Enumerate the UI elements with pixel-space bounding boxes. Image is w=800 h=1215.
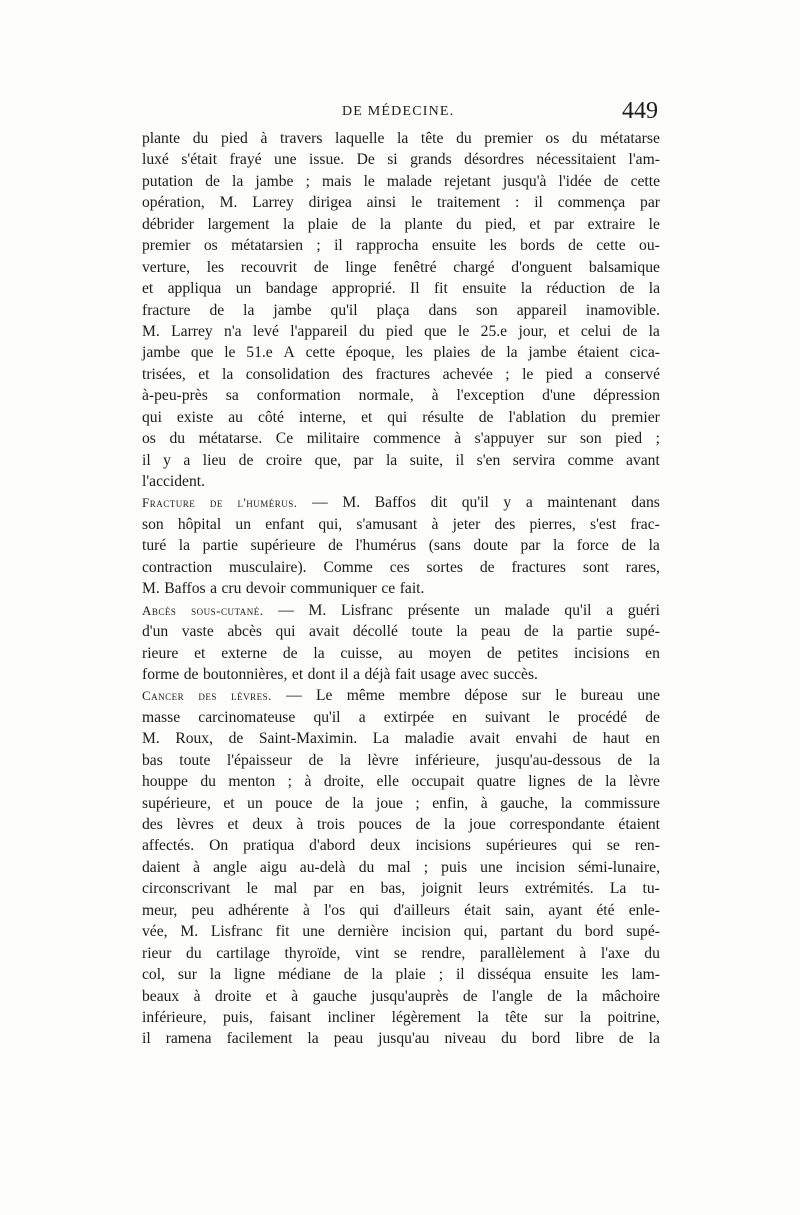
text-line: son hôpital un enfant qui, s'amusant à jeter des pierres, s'est frac-: [142, 515, 660, 533]
text-line: col, sur la ligne médiane de la plaie ; il disséqua ensuite les lam-: [142, 966, 660, 984]
text-line: masse carcinomateuse qu'il a extirpée en suivant le procédé de: [142, 708, 660, 726]
text-line: plante du pied à travers laquelle la tête du premier os du métatarse: [142, 130, 660, 147]
text-line: Cancer des lèvres. — Le même membre dépose sur le bureau une: [142, 687, 660, 705]
text-line: Fracture de l'humérus. — M. Baffos dit qu'il y a maintenant dans: [142, 494, 660, 512]
text-line: Abcès sous-cutané. — M. Lisfranc présente un malade qu'il a guéri: [142, 601, 660, 619]
text-line: vée, M. Lisfranc fit une dernière incision qui, partant du bord supé-: [142, 923, 660, 941]
text-line: débrider largement la plaie de la plante du pied, et par extraire le: [142, 215, 660, 233]
text-line: turé la partie supérieure de l'humérus (sans doute par la force de la: [142, 537, 660, 555]
text-line: des lèvres et deux à trois pouces de la joue correspondante étaient: [142, 816, 660, 833]
text-line: rieure et externe de la cuisse, au moyen de petites incisions en: [142, 644, 660, 662]
text-line: putation de la jambe ; mais le malade rejetant jusqu'à l'idée de cette: [142, 172, 660, 190]
text-line: premier os métatarsien ; il rapprocha ensuite les bords de cette ou-: [142, 237, 660, 255]
text-line: supérieure, et un pouce de la joue ; enfin, à gauche, la commissure: [142, 794, 660, 812]
text-line: luxé s'était frayé une issue. De si grands désordres nécessitaient l'am-: [142, 151, 660, 169]
text-line: os du métatarse. Ce militaire commence à s'appuyer sur son pied ;: [142, 430, 660, 448]
text-line: et appliqua un bandage approprié. Il fit ensuite la réduction de la: [142, 280, 660, 298]
text-line: il ramena facilement la peau jusqu'au niveau du bord libre de la: [142, 1030, 660, 1048]
text-line: forme de boutonnières, et dont il a déjà fait usage avec succès.: [142, 665, 538, 683]
text-line: rieur du cartilage thyroïde, vint se rendre, parallèlement à l'axe du: [142, 944, 660, 962]
text-line: M. Baffos a cru devoir communiquer ce fait.: [142, 580, 425, 598]
text-line: opération, M. Larrey dirigea ainsi le traitement : il commença par: [142, 194, 660, 212]
text-line: l'accident.: [142, 473, 205, 490]
text-line: meur, peu adhérente à l'os qui d'ailleurs était sain, ayant été enle-: [142, 901, 660, 919]
text-line: verture, les recouvrit de linge fenêtré chargé d'onguent balsamique: [142, 258, 660, 276]
text-line: d'un vaste abcès qui avait décollé toute la peau de la partie supé-: [142, 623, 660, 641]
text-line: trisées, et la consolidation des fractures achevée ; le pied a conservé: [142, 365, 660, 383]
text-line: affectés. On pratiqua d'abord deux incisions supérieures qui se ren-: [142, 837, 660, 855]
text-line: contraction musculaire). Comme ces sortes de fractures sont rares,: [142, 558, 660, 576]
text-line: circonscrivant le mal par en bas, joignit leurs extrémités. La tu-: [142, 880, 660, 898]
text-line: jambe que le 51.e A cette époque, les plaies de la jambe étaient cica-: [142, 344, 660, 362]
text-line: M. Larrey n'a levé l'appareil du pied que le 25.e jour, et celui de la: [142, 322, 660, 340]
text-line: beaux à droite et à gauche jusqu'auprès de l'angle de la mâchoire: [142, 987, 660, 1005]
running-head: [142, 98, 658, 128]
text-line: il y a lieu de croire que, par la suite, il s'en servira comme avant: [142, 451, 660, 469]
text-line: daient à angle aigu au-delà du mal ; puis une incision sémi-lunaire,: [142, 858, 660, 876]
text-line: bas toute l'épaisseur de la lèvre inférieure, jusqu'au-dessous de la: [142, 751, 660, 769]
running-title: DE MÉDECINE.: [342, 104, 455, 119]
text-line: inférieure, puis, faisant incliner légèrement la tête sur la poitrine,: [142, 1008, 660, 1026]
text-line: M. Roux, de Saint-Maximin. La maladie avait envahi de haut en: [142, 730, 660, 748]
text-line: houppe du menton ; à droite, elle occupait quatre lignes de la lèvre: [142, 773, 660, 791]
page-number: 449: [622, 98, 658, 124]
text-line: à-peu-près sa conformation normale, à l'exception d'une dépression: [142, 387, 660, 405]
text-line: fracture de la jambe qu'il plaça dans son appareil inamovible.: [142, 301, 660, 319]
body-text: [142, 128, 660, 1050]
text-line: qui existe au côté interne, et qui résulte de l'ablation du premier: [142, 408, 660, 426]
